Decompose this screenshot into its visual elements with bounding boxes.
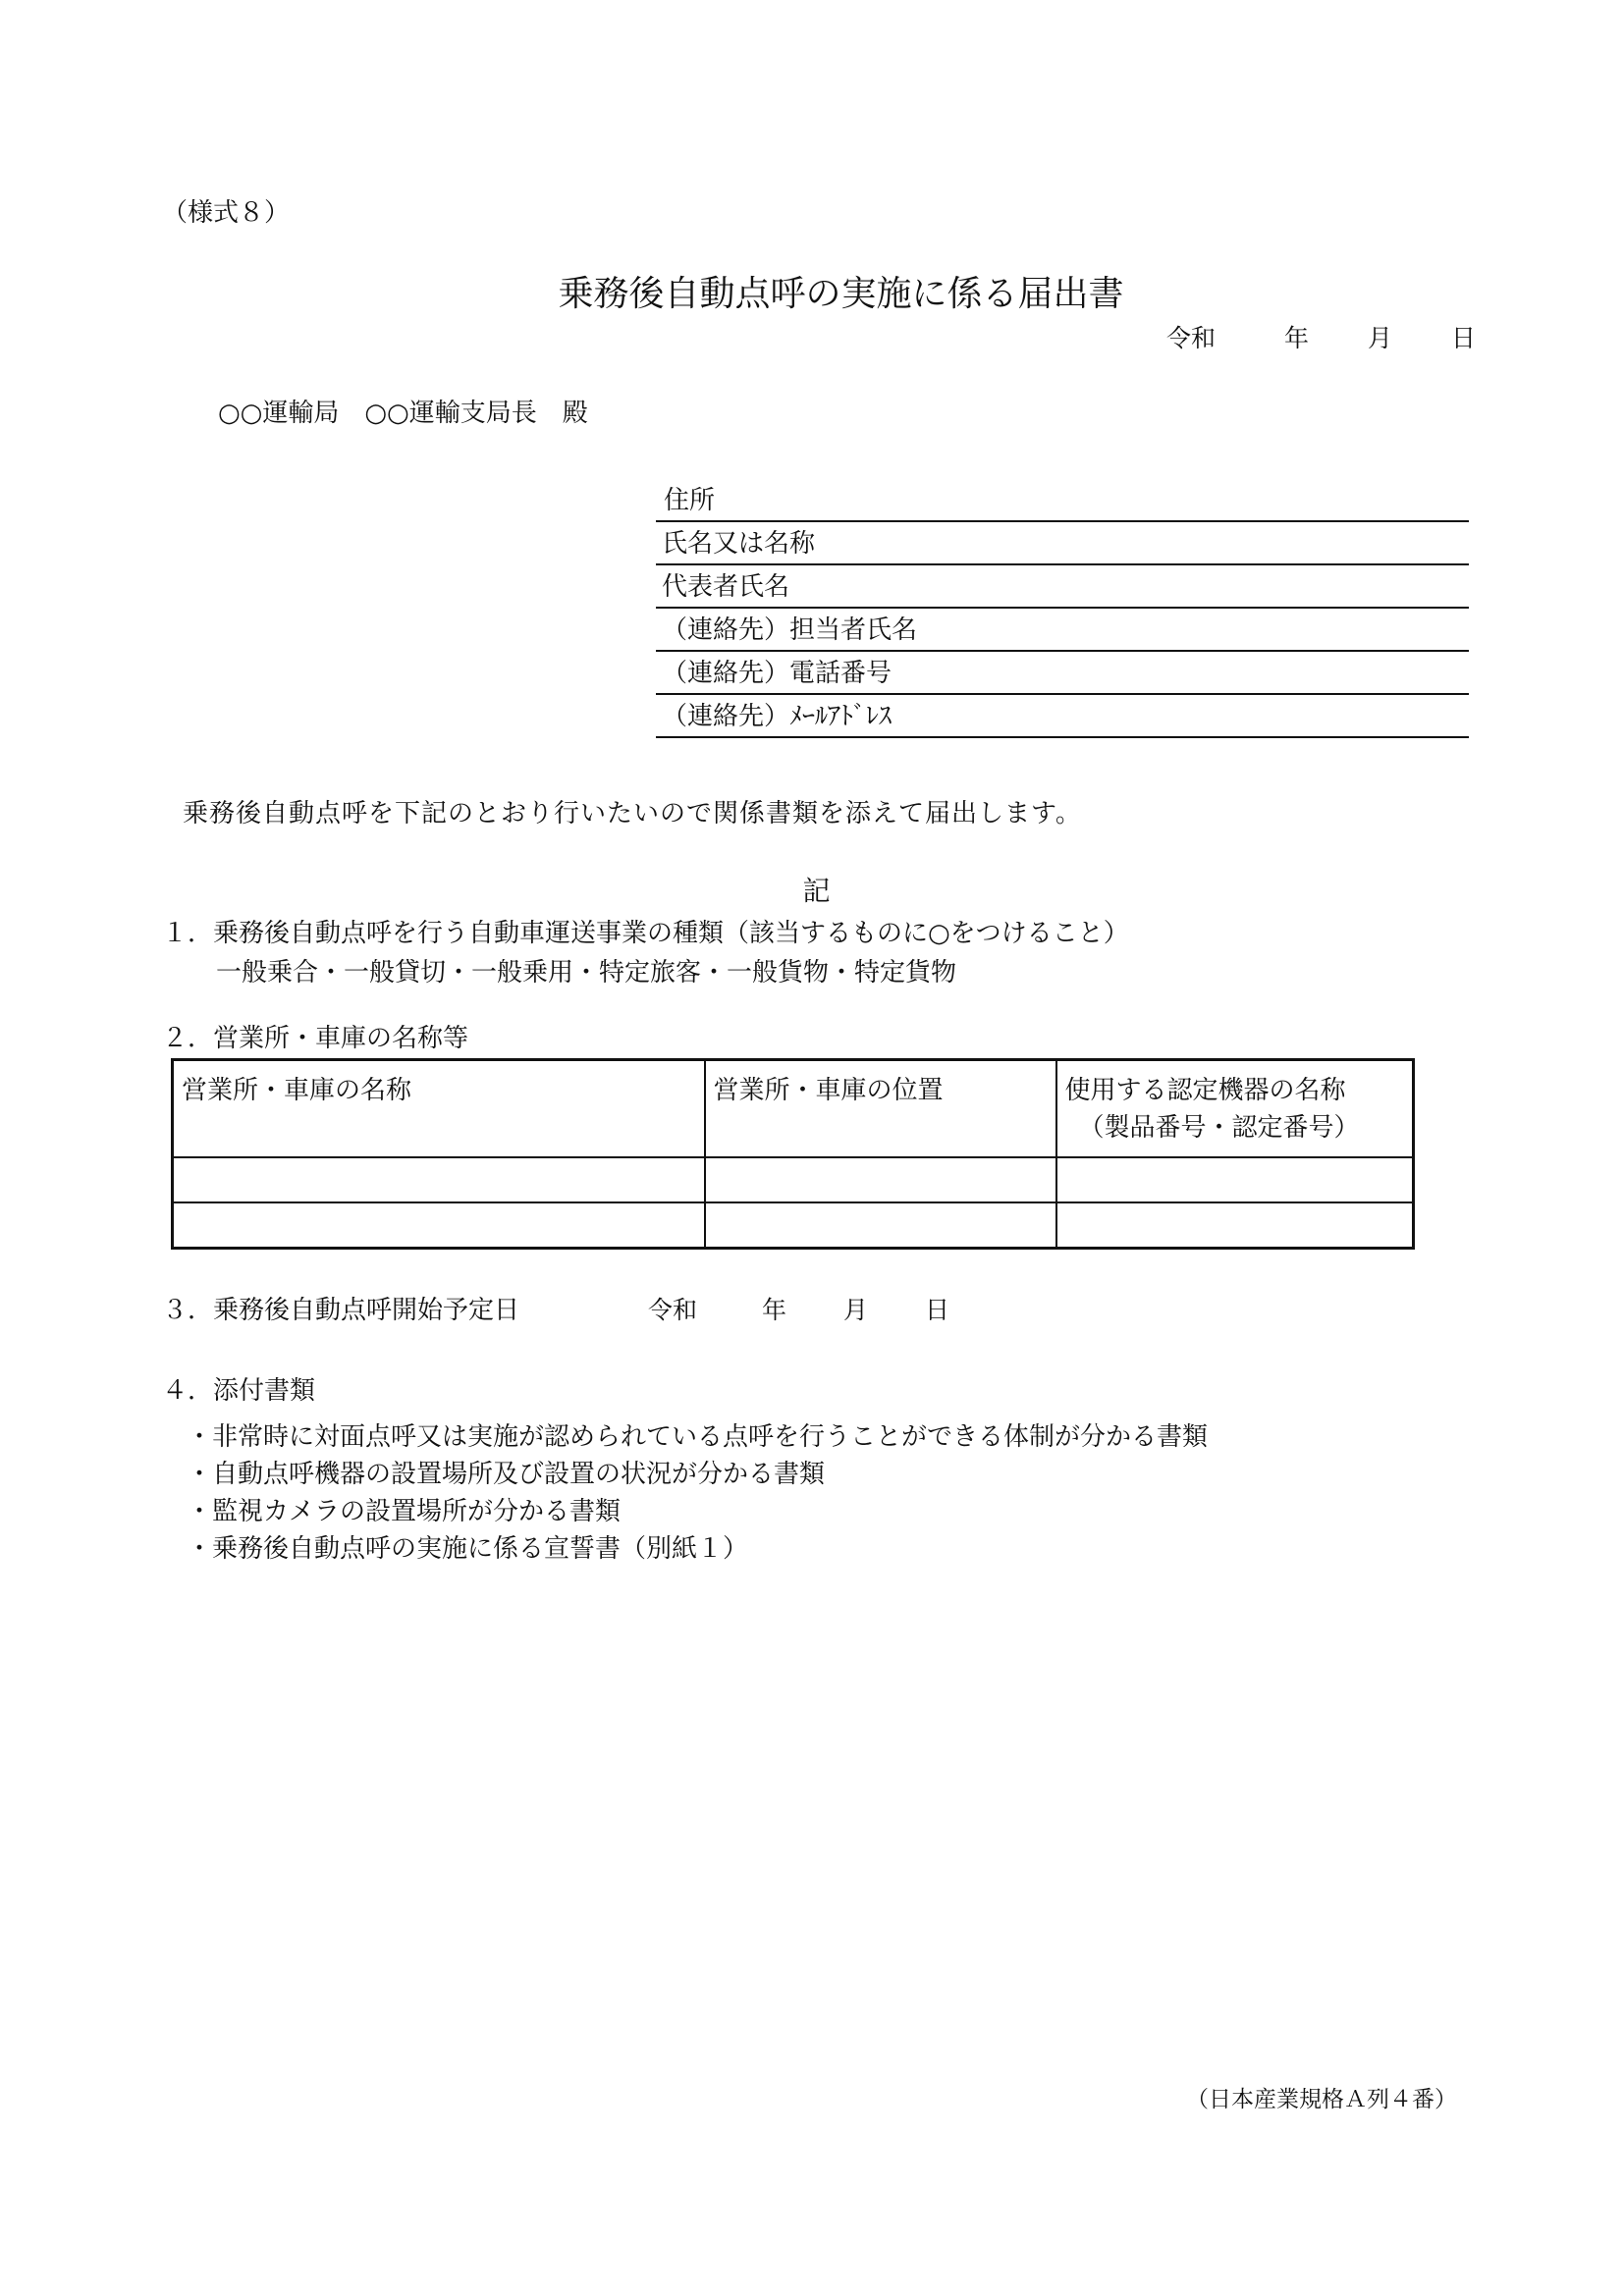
list-item: ・非常時に対面点呼又は実施が認められている点呼を行うことができる体制が分かる書類: [187, 1422, 1209, 1452]
list-item: ・監視カメラの設置場所が分かる書類: [187, 1497, 622, 1526]
office-table: [171, 1058, 1415, 1250]
contact-person-label: （連絡先）担当者氏名: [662, 615, 918, 645]
date-era: 令和: [1166, 324, 1217, 352]
start-date-era: 令和: [648, 1296, 698, 1324]
office-location-cell[interactable]: [705, 1202, 1056, 1249]
date-year: 年: [1284, 324, 1310, 352]
attachment-list: [187, 1416, 1208, 1566]
form-number: （様式８）: [162, 198, 291, 228]
list-item: ・乗務後自動点呼の実施に係る宣誓書（別紙１）: [187, 1534, 749, 1564]
representative-field[interactable]: [656, 565, 1469, 609]
table-header-row: [173, 1060, 1414, 1158]
col-device-name-line1: 使用する認定機器の名称: [1064, 1076, 1346, 1105]
contact-phone-label: （連絡先）電話番号: [662, 659, 893, 688]
name-label: 氏名又は名称: [662, 529, 816, 559]
section3-heading: ３．乗務後自動点呼開始予定日: [162, 1296, 520, 1325]
section2-heading: ２．営業所・車庫の名称等: [162, 1024, 469, 1053]
start-date: [648, 1298, 949, 1322]
list-item: ・自動点呼機器の設置場所及び設置の状況が分かる書類: [187, 1460, 826, 1489]
intro-text: 乗務後自動点呼を下記のとおり行いたいので関係書類を添えて届出します。: [183, 799, 1082, 828]
table-row: [173, 1202, 1414, 1249]
representative-label: 代表者氏名: [662, 572, 790, 602]
address-label: 住所: [664, 486, 716, 515]
col-office-name: 営業所・車庫の名称: [173, 1060, 705, 1158]
submission-date: [1166, 326, 1476, 350]
device-name-cell[interactable]: [1056, 1202, 1414, 1249]
business-type-options: 一般乗合・一般貸切・一般乗用・特定旅客・一般貨物・特定貨物: [216, 958, 957, 988]
contact-person-field[interactable]: [656, 609, 1469, 652]
section4-heading: ４．添付書類: [162, 1376, 316, 1406]
address-field[interactable]: [656, 479, 1469, 522]
contact-email-field[interactable]: [656, 695, 1469, 738]
table-row: [173, 1157, 1414, 1202]
device-name-cell[interactable]: [1056, 1157, 1414, 1202]
name-field[interactable]: [656, 522, 1469, 565]
start-date-year: 年: [762, 1296, 787, 1324]
start-date-month: 月: [843, 1296, 869, 1324]
document-title: 乗務後自動点呼の実施に係る届出書: [558, 274, 1124, 314]
date-day: 日: [1451, 324, 1477, 352]
contact-phone-field[interactable]: [656, 652, 1469, 695]
office-name-cell[interactable]: [173, 1157, 705, 1202]
addressee: ○○運輸局 ○○運輸支局長 殿: [218, 399, 588, 428]
contact-email-label: （連絡先）ﾒｰﾙｱﾄﾞﾚｽ: [662, 702, 893, 731]
paper-size-note: （日本産業規格Ａ列４番）: [1186, 2087, 1457, 2112]
section1-heading: １．乗務後自動点呼を行う自動車運送事業の種類（該当するものに○をつけること）: [162, 919, 1129, 948]
applicant-fields: [656, 479, 1469, 738]
office-name-cell[interactable]: [173, 1202, 705, 1249]
col-device-name-line2: （製品番号・認定番号）: [1078, 1112, 1360, 1143]
date-month: 月: [1368, 324, 1393, 352]
col-device-name: [1056, 1060, 1414, 1158]
ki-heading: 記: [802, 875, 831, 907]
start-date-day: 日: [925, 1296, 950, 1324]
office-location-cell[interactable]: [705, 1157, 1056, 1202]
col-office-location: 営業所・車庫の位置: [705, 1060, 1056, 1158]
